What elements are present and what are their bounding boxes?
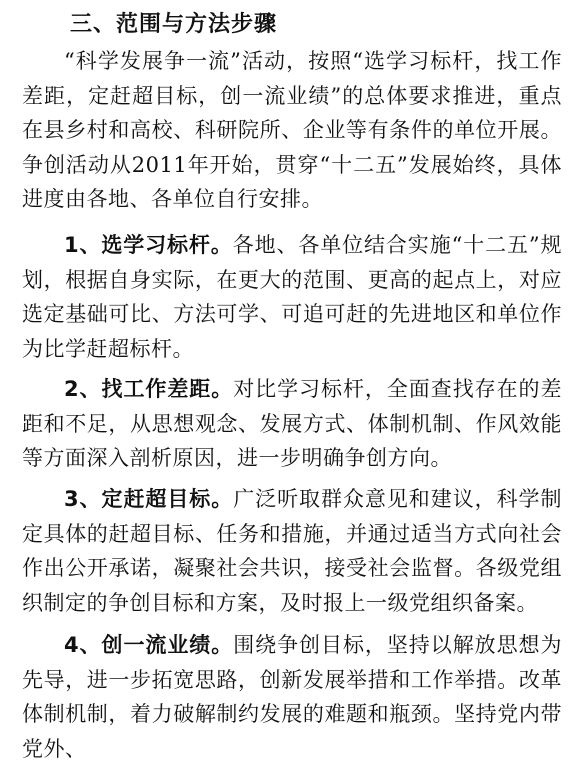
paragraph-text: 广泛听取群众意见和建议，科学制定具体的赶超目标、任务和措施，并通过适当方式向社会作出公开承诺，凝聚社会共识，接受社会监督。各级党组织制定的争创目标和方案，及时报上一级党组织备案。 [22, 487, 562, 615]
section-heading: 三、范围与方法步骤 [70, 12, 278, 37]
paragraph-intro [22, 44, 562, 217]
paragraph-text: “科学发展争一流”活动，按照“选学习标杆，找工作差距，定赶超目标，创一流业绩”的总体要求推进，重点在县乡村和高校、科研院所、企业等有条件的单位开展。争创活动从2011年开始，贯穿“十二五”发展始终，具体进度由各地、各单位自行安排。 [22, 49, 562, 211]
paragraph-text: 围绕争创目标，坚持以解放思想为先导，进一步拓宽思路，创新发展举措和工作举措。改革体制机制，着力破解制约发展的难题和瓶颈。坚持党内带党外、 [22, 633, 562, 761]
paragraph-step-3 [22, 482, 562, 620]
step-title: 2、找工作差距。 [64, 377, 234, 401]
paragraph-text: 各地、各单位结合实施“十二五”规划，根据自身实际，在更大的范围、更高的起点上，对应选定基础可比、方法可学、可追可赶的先进地区和单位作为比学赶超标杆。 [22, 233, 562, 361]
step-title: 3、定赶超目标。 [64, 487, 234, 511]
step-title: 4、创一流业绩。 [64, 633, 234, 657]
paragraph-step-4 [22, 628, 562, 766]
step-title: 1、选学习标杆。 [64, 233, 233, 257]
paragraph-text: 对比学习标杆，全面查找存在的差距和不足，从思想观念、发展方式、体制机制、作风效能等方面深入剖析原因，进一步明确争创方向。 [22, 377, 562, 470]
paragraph-step-1 [22, 228, 562, 366]
paragraph-step-2 [22, 372, 562, 476]
